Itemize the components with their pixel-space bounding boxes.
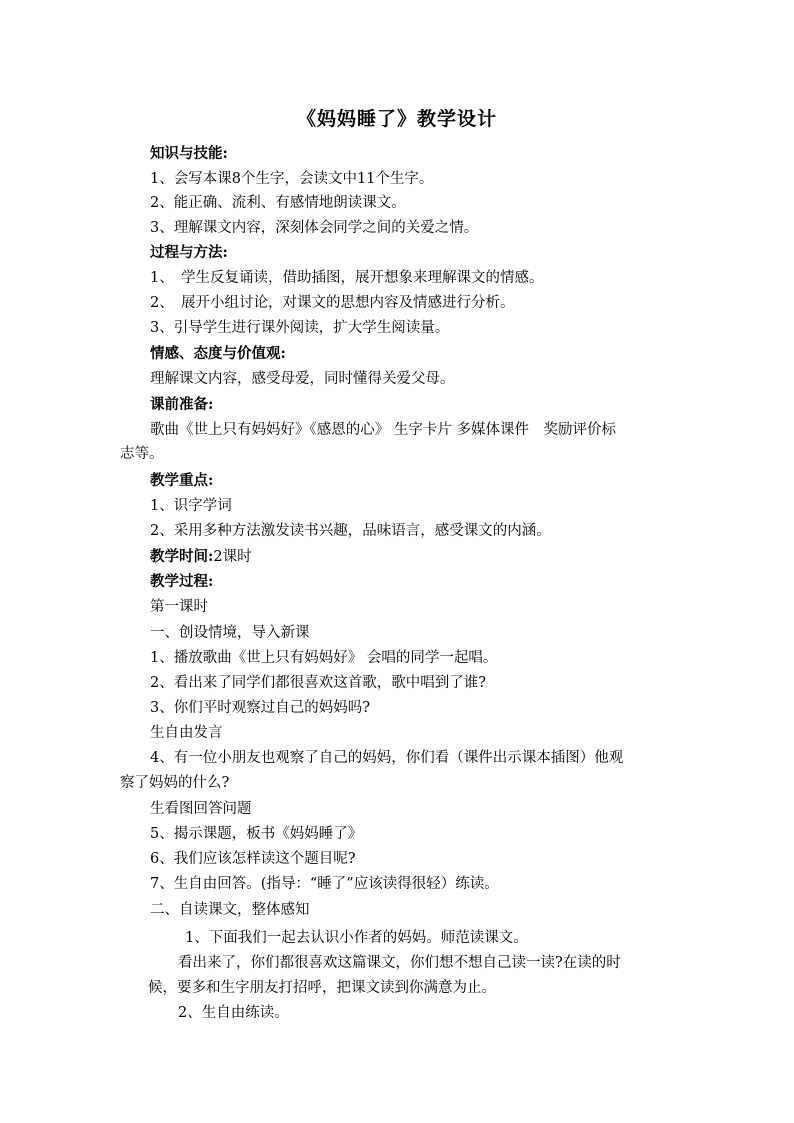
procedure-step-1: 1、播放歌曲《世上只有妈妈好》 会唱的同学一起唱。: [150, 650, 498, 666]
time-value: 2课时: [213, 549, 252, 565]
procedure-step-3: 3、你们平时观察过自己的妈妈吗?: [150, 700, 370, 716]
procedure-step-6: 6、我们应该怎样读这个题目呢?: [150, 851, 356, 867]
keypoints-item-1: 1、识字学词: [150, 498, 232, 514]
part2-title: 二、自读课文，整体感知: [150, 902, 310, 918]
process-heading: 过程与方法:: [150, 244, 228, 261]
preparation-line-1: 歌曲《世上只有妈妈好》《感恩的心》 生字卡片 多媒体课件 奖励评价标: [150, 422, 616, 438]
time-heading: 教学时间:: [150, 548, 214, 565]
knowledge-item-1: 1、会写本课8个生字，会读文中11个生字。: [150, 171, 434, 187]
keypoints-item-2: 2、采用多种方法激发读书兴趣，品味语言，感受课文的内涵。: [150, 523, 551, 539]
part1-title: 一、创设情境，导入新课: [150, 625, 310, 641]
process-item-1: 1、 学生反复诵读，借助插图，展开想象来理解课文的情感。: [150, 270, 544, 286]
procedure-step-5: 5、揭示课题，板书《妈妈睡了》: [150, 826, 363, 842]
emotion-text: 理解课文内容，感受母爱，同时懂得关爱父母。: [150, 371, 455, 387]
knowledge-item-2: 2、能正确、流利、有感情地朗读课文。: [150, 195, 406, 211]
procedure-step-2: 2、看出来了同学们都很喜欢这首歌，歌中唱到了谁?: [150, 675, 486, 691]
process-item-3: 3、引导学生进行课外阅读，扩大学生阅读量。: [150, 320, 450, 336]
keypoints-heading: 教学重点:: [150, 472, 214, 489]
teaching-time: [150, 547, 252, 567]
procedure-note-2: 生看图回答问题: [150, 801, 252, 817]
procedure-note-1: 生自由发言: [150, 725, 223, 741]
part2-step-1: 1、下面我们一起去认识小作者的妈妈。师范读课文。: [185, 930, 528, 946]
preparation-line-2: 志等。: [120, 446, 164, 462]
procedure-step-4-line-2: 察了妈妈的什么?: [120, 775, 230, 791]
procedure-step-7: 7、生自由回答。(指导：“睡了”应该读得很轻）练读。: [150, 876, 499, 892]
preparation-heading: 课前准备:: [150, 396, 214, 413]
document-title: 《妈妈睡了》教学设计: [296, 108, 497, 130]
knowledge-item-3: 3、理解课文内容，深刻体会同学之间的关爱之情。: [150, 220, 479, 236]
procedure-heading: 教学过程:: [150, 573, 214, 590]
part2-para-line-1: 看出来了，你们都很喜欢这篇课文，你们想不想自己读一读?在读的时: [178, 955, 621, 971]
lesson-label: 第一课时: [150, 599, 208, 615]
knowledge-heading: 知识与技能:: [150, 145, 228, 162]
procedure-step-4-line-1: 4、有一位小朋友也观察了自己的妈妈，你们看（课件出示课本插图）他观: [150, 750, 624, 766]
part2-para-line-2: 候，要多和生字朋友打招呼，把课文读到你满意为止。: [148, 980, 496, 996]
part2-step-2: 2、生自由练读。: [178, 1005, 289, 1021]
process-item-2: 2、 展开小组讨论，对课文的思想内容及情感进行分析。: [150, 295, 515, 311]
emotion-heading: 情感、态度与价值观:: [150, 345, 286, 362]
